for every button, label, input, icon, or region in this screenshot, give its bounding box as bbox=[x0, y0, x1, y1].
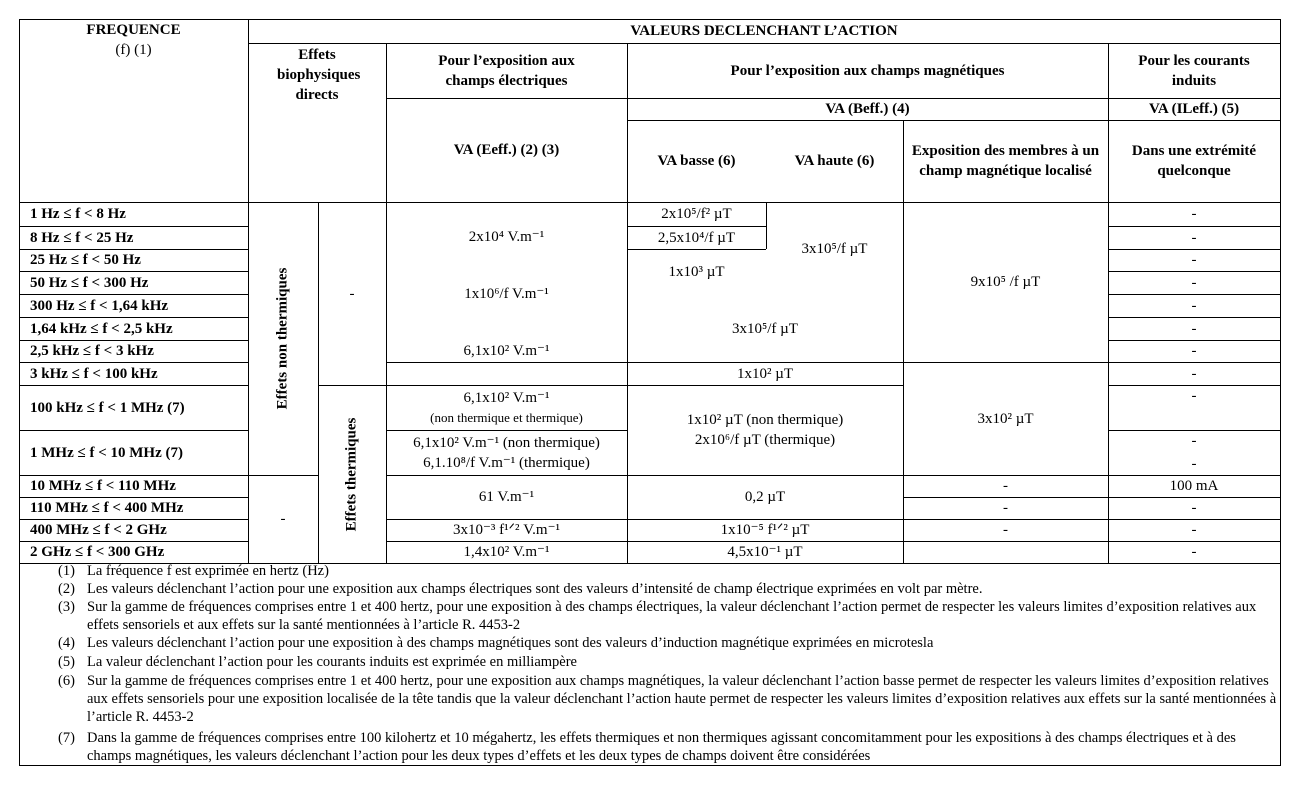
b-value-cell bbox=[627, 541, 903, 563]
frequency-label: 8 Hz ≤ f < 25 Hz bbox=[30, 229, 134, 246]
effets-directs-cell bbox=[248, 45, 386, 108]
frequency-label: 10 MHz ≤ f < 110 MHz bbox=[30, 478, 176, 494]
frequency-label-cell bbox=[19, 226, 248, 249]
footnote-number: (1) bbox=[58, 563, 75, 579]
membres-value-cell bbox=[903, 497, 1108, 519]
va-haute: VA haute (6) bbox=[794, 153, 875, 169]
courant-value: - bbox=[1191, 500, 1197, 516]
footnote-text: La valeur déclenchant l’action pour les courants induits est exprimée en milliampère bbox=[87, 654, 577, 670]
membres-value: 3x10² µT bbox=[977, 410, 1034, 427]
expo-electriques: Pour l’exposition aux champs électriques bbox=[438, 52, 575, 89]
b-value-cell bbox=[627, 385, 903, 475]
frequency-label: 50 Hz ≤ f < 300 Hz bbox=[30, 274, 149, 291]
courant-value: - bbox=[1191, 252, 1197, 268]
courants-induits: Pour les courants induits bbox=[1138, 52, 1250, 89]
membres-value-cell bbox=[903, 519, 1108, 541]
frequence-title-cell bbox=[19, 20, 248, 64]
e-value: 6,1x10² V.m⁻¹ bbox=[463, 389, 550, 406]
footnote-text: Les valeurs déclenchant l’action pour une exposition aux champs électriques sont des valeurs d’intensité de champ électrique exprimées en volt par mètre. bbox=[87, 581, 983, 597]
b-value-cell bbox=[627, 519, 903, 541]
courant-value: - bbox=[1191, 320, 1197, 337]
effets-direct-dash: - bbox=[280, 511, 286, 527]
va-b-cell bbox=[627, 98, 1108, 120]
footnote-text: Sur la gamme de fréquences comprises entre 1 et 400 hertz, pour une exposition à des champs électriques, la valeur déclenchant l’action permet de respecter les valeurs limites d’exposition relatives aux effets sensoriels et aux effets sur la santé mentionnées à l’article R. 4453-2 bbox=[87, 599, 1257, 633]
e-value-cell bbox=[386, 385, 627, 430]
effets-direct-dash: - bbox=[349, 286, 355, 302]
courant-value: - bbox=[1191, 229, 1197, 246]
expo-magnetiques-cell bbox=[627, 43, 1108, 98]
membres-value-cell bbox=[903, 362, 1108, 475]
e-value-cell bbox=[386, 317, 627, 385]
frequency-label-cell bbox=[19, 362, 248, 385]
courant-value-cell bbox=[1108, 475, 1280, 497]
courant-value: - bbox=[1191, 433, 1197, 449]
courant-value-cell bbox=[1108, 362, 1280, 385]
va-i-cell bbox=[1108, 98, 1280, 120]
frequency-label-cell bbox=[19, 430, 248, 475]
frequency-label-cell bbox=[19, 519, 248, 541]
courant-value-cell bbox=[1108, 249, 1280, 271]
courant-value: - bbox=[1191, 343, 1197, 359]
e-value: 6,1x10² V.m⁻¹ bbox=[463, 343, 550, 359]
courant-value: 100 mA bbox=[1169, 478, 1219, 494]
frequency-label: 2,5 kHz ≤ f < 3 kHz bbox=[30, 343, 154, 359]
courant-value-cell bbox=[1108, 317, 1280, 340]
frequency-label-cell bbox=[19, 385, 248, 430]
frequency-label: 1,64 kHz ≤ f < 2,5 kHz bbox=[30, 320, 173, 337]
va-i: VA (ILeff.) (5) bbox=[1148, 101, 1240, 117]
footnote-text: Les valeurs déclenchant l’action pour une exposition à des champs magnétiques sont des valeurs d’induction magnétique exprimées en microtesla bbox=[87, 635, 934, 651]
courant-value-cell bbox=[1108, 385, 1280, 407]
effets-non-thermiques-label-cell bbox=[248, 202, 318, 475]
courant-value-cell bbox=[1108, 430, 1280, 452]
expo-magnetiques: Pour l’exposition aux champs magnétiques bbox=[730, 62, 1005, 79]
expo-electriques-cell bbox=[386, 43, 627, 98]
effets-thermiques-label: Effets thermiques bbox=[343, 417, 360, 531]
membres-value-cell bbox=[903, 475, 1108, 497]
e-value: 1x10⁶/f V.m⁻¹ bbox=[464, 286, 549, 302]
e-value-cell bbox=[386, 271, 627, 317]
e-value: 6,1.10⁸/f V.m⁻¹ (thermique) bbox=[423, 454, 590, 471]
frequency-label-cell bbox=[19, 475, 248, 497]
courant-value: - bbox=[1191, 388, 1197, 404]
courant-value: - bbox=[1191, 206, 1197, 222]
effets-thermiques-label-cell bbox=[318, 385, 386, 563]
membres-value: - bbox=[1003, 500, 1008, 516]
footnote-number: (2) bbox=[58, 581, 75, 597]
frequency-label: 2 GHz ≤ f < 300 GHz bbox=[30, 544, 165, 560]
frequency-label: 1 Hz ≤ f < 8 Hz bbox=[30, 206, 126, 222]
e-value: 6,1x10² V.m⁻¹ (non thermique) bbox=[413, 434, 600, 451]
footnote-text: Dans la gamme de fréquences comprises entre 100 kilohertz et 10 mégahertz, les effets thermiques et non thermiques agissant concomitamment pour les expositions à des champs électriques et à des champs magnétiques, les valeurs déclenchant l’action pour les deux types d’effets et les deux types de champs doivent être considérées bbox=[87, 730, 1236, 764]
b-value-cell bbox=[627, 475, 903, 519]
courant-value: - bbox=[1191, 365, 1197, 382]
frequency-label: 25 Hz ≤ f < 50 Hz bbox=[30, 252, 141, 268]
e-value: 3x10⁻³ f¹ᐟ² V.m⁻¹ bbox=[453, 522, 560, 538]
b-value: 4,5x10⁻¹ µT bbox=[727, 544, 803, 560]
b-value-cell bbox=[627, 317, 903, 340]
frequence-title: FREQUENCE bbox=[86, 22, 181, 38]
courant-value-cell bbox=[1108, 226, 1280, 249]
footnote-number: (7) bbox=[58, 730, 75, 746]
b-value: 1x10² µT bbox=[736, 365, 794, 382]
e-value-note: (non thermique et thermique) bbox=[430, 409, 583, 425]
frequency-label: 100 kHz ≤ f < 1 MHz (7) bbox=[30, 399, 185, 416]
courant-value: - bbox=[1191, 455, 1197, 472]
courant-value: - bbox=[1191, 274, 1197, 291]
extremite-header-text-cell bbox=[1108, 120, 1280, 202]
courant-value: - bbox=[1191, 544, 1197, 560]
b-value: 2x10⁶/f µT (thermique) bbox=[694, 432, 836, 448]
courant-value-cell bbox=[1108, 294, 1280, 317]
e-value-cell bbox=[386, 519, 627, 541]
effets-direct-dash-cell bbox=[248, 497, 318, 541]
b-value: 3x10⁵/f µT bbox=[801, 240, 868, 257]
va-basse-cell bbox=[627, 120, 766, 202]
b-value: 1x10³ µT bbox=[668, 263, 725, 280]
membres-value: - bbox=[1003, 522, 1008, 538]
e-value: 61 V.m⁻¹ bbox=[478, 489, 535, 505]
courants-induits-cell bbox=[1108, 43, 1280, 98]
e-value-cell bbox=[386, 475, 627, 519]
footnote-number: (5) bbox=[58, 654, 75, 670]
frequency-label-cell bbox=[19, 340, 248, 362]
courant-value-cell bbox=[1108, 271, 1280, 294]
frequency-label-cell bbox=[19, 249, 248, 271]
membres-header-text: Exposition des membres à un champ magnétique localisé bbox=[911, 143, 1100, 179]
e-value-cell bbox=[386, 541, 627, 563]
e-value: 2x10⁴ V.m⁻¹ bbox=[468, 228, 545, 245]
frequency-label-cell bbox=[19, 271, 248, 294]
footnote-text: La fréquence f est exprimée en hertz (Hz) bbox=[87, 563, 329, 579]
effets-direct-dash-cell bbox=[318, 271, 386, 317]
b-value-cell bbox=[627, 249, 766, 294]
e-value-cell bbox=[386, 430, 627, 475]
b-value-cell bbox=[627, 226, 766, 249]
footnote-number: (4) bbox=[58, 635, 75, 651]
effets-non-thermiques-label: Effets non thermiques bbox=[274, 267, 291, 410]
frequency-label: 1 MHz ≤ f < 10 MHz (7) bbox=[30, 444, 183, 461]
b-value-cell bbox=[627, 362, 903, 385]
courant-value-cell bbox=[1108, 202, 1280, 226]
b-value: 1x10² µT (non thermique) bbox=[686, 412, 844, 428]
courant-value: - bbox=[1191, 522, 1197, 538]
va-e: VA (Eeff.) (2) (3) bbox=[453, 142, 560, 158]
courant-value-cell bbox=[1108, 519, 1280, 541]
frequency-label-cell bbox=[19, 317, 248, 340]
e-value-cell bbox=[386, 202, 627, 271]
courant-value-cell bbox=[1108, 541, 1280, 563]
e-value: 1,4x10² V.m⁻¹ bbox=[463, 544, 550, 560]
b-value-cell bbox=[766, 226, 903, 271]
frequence-sub: (f) (1) bbox=[115, 42, 152, 58]
frequency-label-cell bbox=[19, 541, 248, 563]
b-value: 2x10⁵/f² µT bbox=[661, 206, 732, 222]
courant-value: - bbox=[1191, 297, 1197, 314]
b-value: 0,2 µT bbox=[744, 489, 786, 505]
membres-value: 9x10⁵ /f µT bbox=[970, 274, 1041, 290]
frequency-label: 3 kHz ≤ f < 100 kHz bbox=[30, 365, 158, 382]
membres-value: - bbox=[1003, 478, 1008, 494]
frequency-label: 400 MHz ≤ f < 2 GHz bbox=[30, 522, 167, 538]
courant-value-cell bbox=[1108, 340, 1280, 362]
frequency-label: 110 MHz ≤ f < 400 MHz bbox=[30, 500, 184, 516]
va-basse: VA basse (6) bbox=[657, 153, 736, 169]
valeurs-title: VALEURS DECLENCHANT L’ACTION bbox=[630, 23, 898, 39]
frequency-label-cell bbox=[19, 294, 248, 317]
va-e-cell bbox=[386, 98, 627, 202]
footnote-text: Sur la gamme de fréquences comprises entre 1 et 400 hertz, pour une exposition aux champs magnétiques, la valeur déclenchant l’action basse permet de respecter les valeurs limites d’exposition relatives aux effets sensoriels pour une exposition localisée de la tête tandis que la valeur déclenchant l’action haute permet de respecter les valeurs limites d’exposition relatives aux effets sur la santé mentionnées à l’article R. 4453-2 bbox=[87, 673, 1277, 725]
b-value: 3x10⁵/f µT bbox=[732, 320, 798, 337]
b-value: 2,5x10⁴/f µT bbox=[657, 229, 736, 246]
table-cell-border bbox=[903, 541, 1109, 564]
valeurs-title-cell bbox=[248, 19, 1280, 43]
frequency-label-cell bbox=[19, 497, 248, 519]
frequency-label: 300 Hz ≤ f < 1,64 kHz bbox=[30, 297, 169, 314]
va-haute-cell bbox=[766, 120, 903, 202]
membres-value-cell bbox=[903, 202, 1108, 362]
va-b: VA (Beff.) (4) bbox=[825, 101, 910, 117]
b-value: 1x10⁻⁵ f¹ᐟ² µT bbox=[720, 522, 810, 538]
effets-directs: Effets biophysiques directs bbox=[277, 47, 361, 103]
extremite-header-text: Dans une extrémité quelconque bbox=[1131, 143, 1257, 179]
footnote-number: (3) bbox=[58, 599, 75, 615]
membres-header-text-cell bbox=[903, 120, 1108, 202]
courant-value-cell bbox=[1108, 497, 1280, 519]
b-value-cell bbox=[627, 202, 766, 226]
courant-value-cell bbox=[1108, 452, 1280, 475]
frequency-label-cell bbox=[19, 202, 248, 226]
footnote-number: (6) bbox=[58, 673, 75, 689]
